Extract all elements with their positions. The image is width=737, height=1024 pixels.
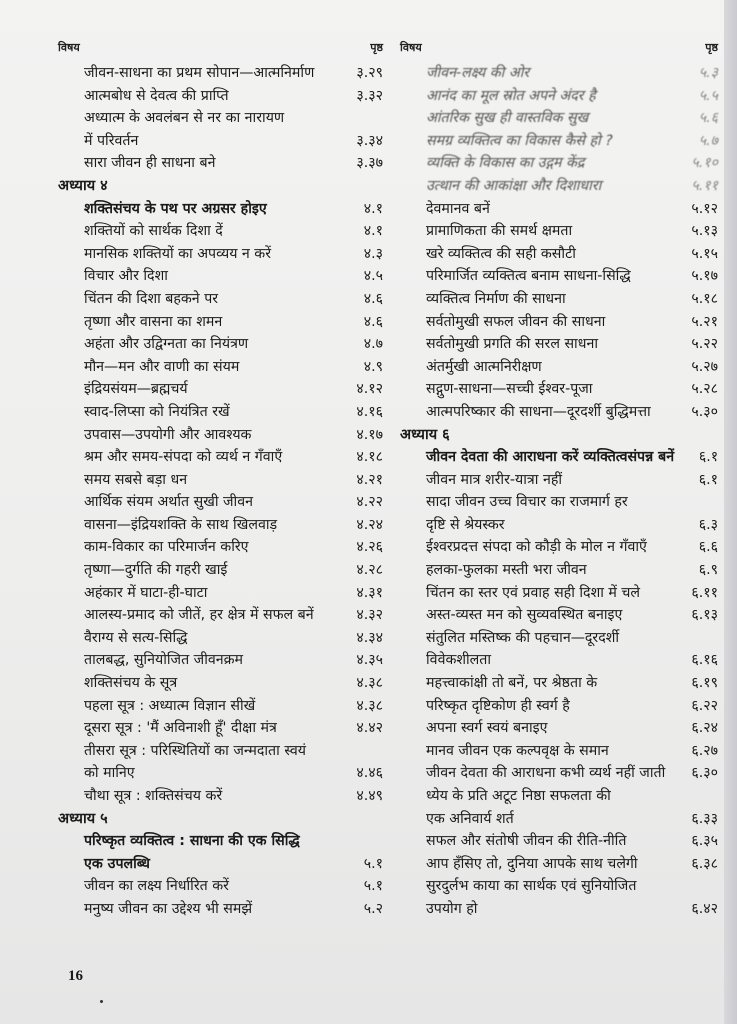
toc-entry-title: संतुलित मस्तिष्क की पहचान—दूरदर्शी bbox=[426, 629, 620, 646]
toc-entry-title: सर्वतोमुखी सफल जीवन की साधना bbox=[426, 313, 606, 330]
toc-entry-title: जीवन-लक्ष्य की ओर bbox=[426, 65, 530, 81]
toc-entry-title: उपवास—उपयोगी और आवश्यक bbox=[84, 426, 252, 443]
toc-entry-title: तृष्णा—दुर्गति की गहरी खाई bbox=[84, 562, 228, 579]
toc-entry-title: परिमार्जित व्यक्तित्व बनाम साधना-सिद्धि bbox=[426, 268, 631, 285]
toc-entry-title: ध्येय के प्रति अटूट निष्ठा सफलता की bbox=[426, 788, 611, 804]
toc-entry-page: ४.१ bbox=[363, 200, 383, 217]
toc-entry bbox=[58, 559, 383, 582]
toc-entry bbox=[400, 243, 718, 266]
chapter-heading-6: अध्याय ६ bbox=[400, 426, 450, 443]
toc-entry bbox=[400, 265, 718, 288]
toc-entry bbox=[58, 853, 383, 876]
toc-entry-page: ४.३८ bbox=[356, 697, 383, 714]
toc-entry bbox=[58, 220, 383, 243]
toc-entry bbox=[58, 514, 383, 537]
toc-entry-page: ४.३ bbox=[363, 245, 383, 262]
toc-entry-page: ४.२४ bbox=[356, 516, 383, 533]
toc-entry bbox=[400, 875, 718, 898]
toc-entry-page: ४.२६ bbox=[356, 539, 383, 556]
toc-entry-title: जीवन-साधना का प्रथम सोपान—आत्मनिर्माण bbox=[84, 65, 315, 81]
toc-entry bbox=[400, 175, 718, 198]
toc-entry bbox=[400, 152, 718, 175]
toc-entry-page: ५.२२ bbox=[691, 336, 718, 353]
toc-entry bbox=[400, 762, 718, 785]
toc-entry bbox=[400, 469, 718, 492]
toc-entry-title: मानसिक शक्तियों का अपव्यय न करें bbox=[84, 245, 272, 262]
toc-left-column bbox=[58, 40, 383, 921]
toc-entry-page: ५.२७ bbox=[691, 358, 718, 375]
toc-entry-page: ३.३४ bbox=[356, 132, 383, 149]
toc-entry-title: अपना स्वर्ग स्वयं बनाइए bbox=[426, 720, 548, 737]
page-header: पृष्ठ bbox=[705, 41, 718, 54]
toc-entry-page: ५.५ bbox=[698, 87, 718, 104]
toc-entry-title: विवेकशीलता bbox=[426, 652, 492, 669]
page-number: 16 bbox=[68, 968, 83, 984]
toc-entry-page: ६.३ bbox=[698, 516, 718, 533]
toc-entry-page: ५.१८ bbox=[691, 290, 718, 307]
toc-entry-page: ४.१८ bbox=[356, 449, 383, 466]
toc-entry-title: विचार और दिशा bbox=[84, 268, 168, 285]
toc-entry bbox=[400, 220, 718, 243]
toc-entry-page: ६.२४ bbox=[691, 720, 718, 737]
toc-entry-page: ६.९ bbox=[698, 562, 718, 579]
toc-entry-title: एक उपलब्धि bbox=[84, 855, 150, 872]
toc-entry bbox=[58, 469, 383, 492]
toc-entry-page: ५.१३ bbox=[691, 223, 718, 240]
toc-entry-page: ४.६ bbox=[363, 313, 383, 330]
toc-entry-title: शक्तियों को सार्थक दिशा दें bbox=[84, 223, 223, 240]
toc-entry-title: उत्थान की आकांक्षा और दिशाधारा bbox=[426, 177, 602, 194]
toc-entry bbox=[58, 198, 383, 221]
toc-entry-page: ६.३३ bbox=[691, 810, 718, 827]
toc-entry bbox=[58, 378, 383, 401]
toc-entry-page: ३.३७ bbox=[356, 155, 383, 172]
toc-entry-page: ५.११ bbox=[691, 177, 718, 194]
toc-entry-page: ६.११ bbox=[691, 584, 718, 601]
toc-entry-title: प्रामाणिकता की समर्थ क्षमता bbox=[426, 223, 573, 240]
toc-entry-page: ४.५ bbox=[363, 268, 383, 285]
toc-entry bbox=[400, 62, 718, 85]
toc-entry bbox=[58, 604, 383, 627]
toc-entry bbox=[400, 808, 718, 831]
toc-entry bbox=[400, 785, 718, 808]
toc-entry-page: ४.४९ bbox=[356, 788, 383, 804]
toc-entry-title: तीसरा सूत्र : परिस्थितियों का जन्मदाता स्वयं bbox=[84, 742, 306, 759]
toc-entry-page: ५.३ bbox=[698, 65, 718, 81]
toc-entry-title: व्यक्तित्व निर्माण की साधना bbox=[426, 290, 566, 307]
toc-entry bbox=[400, 311, 718, 334]
toc-entry-title: शक्तिसंचय के पथ पर अग्रसर होइए bbox=[84, 200, 267, 217]
toc-entry bbox=[58, 649, 383, 672]
toc-entry-title: चौथा सूत्र : शक्तिसंचय करें bbox=[84, 788, 223, 804]
toc-entry bbox=[400, 604, 718, 627]
toc-entry bbox=[400, 559, 718, 582]
toc-entry bbox=[58, 107, 383, 130]
toc-entry-title: सद्गुण-साधना—सच्ची ईश्वर-पूजा bbox=[426, 381, 593, 398]
toc-list-chapter-6 bbox=[400, 446, 718, 920]
toc-entry-page: ५.७ bbox=[698, 132, 718, 149]
toc-entry-page: ४.१६ bbox=[356, 403, 383, 420]
toc-entry bbox=[58, 243, 383, 266]
toc-entry-title: सर्वतोमुखी प्रगति की सरल साधना bbox=[426, 336, 598, 353]
toc-entry bbox=[400, 198, 718, 221]
toc-entry-page: ५.६ bbox=[698, 110, 718, 127]
toc-entry bbox=[58, 830, 383, 853]
toc-entry bbox=[400, 695, 718, 718]
toc-entry-title: परिष्कृत दृष्टिकोण ही स्वर्ग है bbox=[426, 697, 570, 714]
page-header: पृष्ठ bbox=[370, 41, 383, 54]
toc-entry bbox=[58, 130, 383, 153]
toc-entry-page: ३.२९ bbox=[356, 65, 383, 81]
toc-entry-title: हलका-फुलका मस्ती भरा जीवन bbox=[426, 562, 587, 579]
chapter-heading-5: अध्याय ५ bbox=[58, 810, 108, 827]
toc-entry-title: मौन—मन और वाणी का संयम bbox=[84, 358, 240, 375]
toc-entry-page: ६.१ bbox=[698, 471, 718, 488]
toc-entry bbox=[400, 107, 718, 130]
toc-entry bbox=[400, 898, 718, 921]
toc-entry-page: ५.१२ bbox=[691, 200, 718, 217]
toc-entry-title: आंतरिक सुख ही वास्तविक सुख bbox=[426, 110, 589, 127]
toc-entry bbox=[58, 672, 383, 695]
toc-entry bbox=[58, 288, 383, 311]
column-header bbox=[400, 40, 718, 62]
toc-entry-page: ५.१० bbox=[691, 155, 718, 172]
toc-entry-page: ६.१९ bbox=[691, 675, 718, 692]
toc-entry bbox=[400, 830, 718, 853]
toc-entry-title: में परिवर्तन bbox=[84, 132, 139, 149]
toc-entry-title: काम-विकार का परिमार्जन करिए bbox=[84, 539, 249, 556]
toc-entry-title: सुरदुर्लभ काया का सार्थक एवं सुनियोजित bbox=[426, 878, 637, 895]
toc-entry-title: जीवन मात्र शरीर-यात्रा नहीं bbox=[426, 471, 563, 488]
toc-entry-title: जीवन देवता की आराधना करें व्यक्तित्वसंपन्न बनें bbox=[426, 449, 675, 466]
toc-entry-title: आनंद का मूल स्रोत अपने अंदर है bbox=[426, 87, 596, 104]
toc-entry bbox=[400, 85, 718, 108]
toc-list-chapter-5 bbox=[58, 830, 383, 920]
toc-list-prev-chapter bbox=[58, 62, 383, 175]
toc-entry bbox=[400, 446, 718, 469]
toc-entry bbox=[58, 740, 383, 763]
toc-entry-title: मनुष्य जीवन का उद्देश्य भी समझें bbox=[84, 900, 253, 917]
toc-entry bbox=[400, 536, 718, 559]
toc-entry bbox=[58, 311, 383, 334]
toc-entry-title: शक्तिसंचय के सूत्र bbox=[84, 675, 178, 692]
toc-entry-page: ४.४६ bbox=[356, 765, 383, 782]
toc-entry bbox=[58, 875, 383, 898]
toc-entry-page: ६.३० bbox=[691, 765, 718, 782]
toc-entry-page: ६.१ bbox=[698, 449, 719, 466]
toc-entry bbox=[400, 130, 718, 153]
toc-list-chapter-4 bbox=[58, 198, 383, 808]
toc-entry-title: आत्मपरिष्कार की साधना—दूरदर्शी बुद्धिमत्ता bbox=[426, 403, 651, 420]
toc-entry bbox=[400, 740, 718, 763]
toc-entry bbox=[400, 491, 718, 514]
toc-entry bbox=[58, 491, 383, 514]
toc-entry-title: श्रम और समय-संपदा को व्यर्थ न गँवाएँ bbox=[84, 449, 283, 466]
toc-entry-page: ४.७ bbox=[363, 336, 383, 353]
toc-entry bbox=[400, 582, 718, 605]
toc-entry-title: जीवन का लक्ष्य निर्धारित करें bbox=[84, 878, 229, 895]
toc-entry bbox=[58, 536, 383, 559]
toc-entry-page: ५.१ bbox=[363, 878, 383, 895]
toc-entry-page: ४.३२ bbox=[356, 607, 383, 624]
toc-entry-title: परिष्कृत व्यक्तित्व : साधना की एक सिद्धि bbox=[84, 833, 300, 850]
toc-entry-title: सफल और संतोषी जीवन की रीति-नीति bbox=[426, 833, 627, 850]
toc-entry-page: ४.२८ bbox=[356, 562, 383, 579]
toc-entry-page: ४.२२ bbox=[356, 494, 383, 511]
toc-entry bbox=[58, 627, 383, 650]
toc-entry-title: महत्त्वाकांक्षी तो बनें, पर श्रेष्ठता के bbox=[426, 675, 598, 692]
toc-entry-title: तालबद्ध, सुनियोजित जीवनक्रम bbox=[84, 652, 244, 669]
toc-entry bbox=[400, 627, 718, 650]
toc-entry-title: अस्त-व्यस्त मन को सुव्यवस्थित बनाइए bbox=[426, 607, 623, 624]
toc-entry-title: देवमानव बनें bbox=[426, 200, 490, 217]
toc-entry bbox=[58, 446, 383, 469]
toc-entry bbox=[58, 582, 383, 605]
toc-entry bbox=[58, 695, 383, 718]
toc-entry bbox=[58, 62, 383, 85]
toc-entry bbox=[400, 514, 718, 537]
toc-entry-title: वासना—इंद्रियशक्ति के साथ खिलवाड़ bbox=[84, 516, 278, 533]
toc-entry-page: ६.३५ bbox=[691, 833, 718, 850]
toc-entry-page: ४.१७ bbox=[356, 426, 383, 443]
page-edge bbox=[724, 0, 737, 1024]
toc-entry-title: मानव जीवन एक कल्पवृक्ष के समान bbox=[426, 742, 609, 759]
toc-entry-title: अहंकार में घाटा-ही-घाटा bbox=[84, 584, 208, 601]
toc-entry-title: आलस्य-प्रमाद को जीतें, हर क्षेत्र में सफल बनें bbox=[84, 607, 314, 624]
toc-entry-title: पहला सूत्र : अध्यात्म विज्ञान सीखें bbox=[84, 697, 256, 714]
toc-entry-page: ५.१५ bbox=[691, 245, 718, 262]
toc-entry-page: ४.१२ bbox=[356, 381, 383, 398]
toc-entry bbox=[58, 785, 383, 808]
toc-entry-title: आप हँसिए तो, दुनिया आपके साथ चलेगी bbox=[426, 855, 638, 872]
toc-entry-title: अंतर्मुखी आत्मनिरीक्षण bbox=[426, 358, 542, 375]
print-speck bbox=[100, 1000, 103, 1003]
toc-entry bbox=[400, 378, 718, 401]
toc-entry bbox=[58, 762, 383, 785]
toc-entry bbox=[400, 649, 718, 672]
toc-entry-title: अध्यात्म के अवलंबन से नर का नारायण bbox=[84, 110, 285, 127]
toc-entry-title: चिंतन का स्तर एवं प्रवाह सही दिशा में चले bbox=[426, 584, 641, 601]
toc-list-chapter-5-cont bbox=[400, 62, 718, 424]
toc-entry-title: सादा जीवन उच्च विचार का राजमार्ग हर bbox=[426, 494, 628, 511]
toc-entry-page: ५.१७ bbox=[691, 268, 718, 285]
toc-entry-title: ईश्वरप्रदत्त संपदा को कौड़ी के मोल न गँवाएँ bbox=[426, 539, 647, 556]
subject-header: विषय bbox=[400, 41, 422, 54]
toc-entry bbox=[400, 853, 718, 876]
toc-entry bbox=[58, 265, 383, 288]
toc-entry-title: एक अनिवार्य शर्त bbox=[426, 810, 514, 827]
toc-entry-title: वैराग्य से सत्य-सिद्धि bbox=[84, 629, 188, 646]
toc-entry bbox=[400, 288, 718, 311]
toc-entry-page: ४.३१ bbox=[356, 584, 383, 601]
toc-entry-page: ४.१ bbox=[363, 223, 383, 240]
toc-entry bbox=[400, 401, 718, 424]
toc-entry-title: चिंतन की दिशा बहकने पर bbox=[84, 290, 219, 307]
toc-entry bbox=[400, 356, 718, 379]
toc-entry-page: ६.२७ bbox=[691, 742, 718, 759]
toc-entry bbox=[58, 333, 383, 356]
toc-entry bbox=[58, 898, 383, 921]
toc-entry-page: ४.२१ bbox=[356, 471, 383, 488]
toc-entry-title: जीवन देवता की आराधना कभी व्यर्थ नहीं जाती bbox=[426, 765, 666, 782]
toc-entry-title: व्यक्ति के विकास का उद्गम केंद्र bbox=[426, 155, 585, 172]
toc-entry-page: ६.२२ bbox=[691, 697, 718, 714]
toc-entry-title: समग्र व्यक्तित्व का विकास कैसे हो ? bbox=[426, 132, 613, 149]
toc-entry-page: ६.१६ bbox=[691, 652, 718, 669]
toc-entry-title: सारा जीवन ही साधना बने bbox=[84, 155, 216, 172]
toc-entry bbox=[400, 717, 718, 740]
toc-entry-page: ४.६ bbox=[363, 290, 383, 307]
toc-entry-title: अहंता और उद्विग्नता का नियंत्रण bbox=[84, 336, 249, 353]
toc-entry-page: ५.२८ bbox=[691, 381, 718, 398]
toc-entry-page: ५.२ bbox=[363, 900, 383, 917]
toc-entry-page: ६.४२ bbox=[691, 900, 718, 917]
subject-header: विषय bbox=[58, 41, 80, 54]
toc-entry-page: ४.३५ bbox=[356, 652, 383, 669]
toc-entry-title: दूसरा सूत्र : 'मैं अविनाशी हूँ' दीक्षा मंत्र bbox=[84, 720, 277, 737]
toc-entry bbox=[400, 672, 718, 695]
toc-entry-title: को मानिए bbox=[84, 765, 135, 782]
toc-entry-title: दृष्टि से श्रेयस्कर bbox=[426, 516, 505, 533]
toc-entry-page: ४.४२ bbox=[356, 720, 383, 737]
toc-entry-page: ६.३८ bbox=[691, 855, 718, 872]
toc-entry-title: स्वाद-लिप्सा को नियंत्रित रखें bbox=[84, 403, 230, 420]
toc-entry-page: ६.१३ bbox=[691, 607, 718, 624]
toc-entry bbox=[58, 356, 383, 379]
toc-entry-title: आर्थिक संयम अर्थात सुखी जीवन bbox=[84, 494, 253, 511]
chapter-heading-4: अध्याय ४ bbox=[58, 177, 108, 194]
toc-entry-page: ६.६ bbox=[698, 539, 718, 556]
toc-entry-title: समय सबसे बड़ा धन bbox=[84, 471, 188, 488]
column-header bbox=[58, 40, 383, 62]
toc-entry-title: इंद्रियसंयम—ब्रह्मचर्य bbox=[84, 381, 188, 398]
toc-entry-title: उपयोग हो bbox=[426, 900, 478, 917]
toc-entry-page: ५.२१ bbox=[691, 313, 718, 330]
toc-entry-title: तृष्णा और वासना का शमन bbox=[84, 313, 223, 330]
toc-entry bbox=[58, 85, 383, 108]
toc-entry bbox=[58, 401, 383, 424]
toc-entry-page: ३.३२ bbox=[356, 87, 383, 104]
toc-entry bbox=[58, 717, 383, 740]
toc-entry bbox=[58, 152, 383, 175]
toc-right-column bbox=[400, 40, 718, 921]
toc-entry bbox=[400, 333, 718, 356]
toc-entry-page: ४.३४ bbox=[356, 629, 383, 646]
toc-entry-title: खरे व्यक्तित्व की सही कसौटी bbox=[426, 245, 576, 262]
toc-entry-page: ४.९ bbox=[363, 358, 383, 375]
toc-entry-page: ५.१ bbox=[363, 855, 383, 872]
toc-entry-page: ४.३८ bbox=[356, 675, 383, 692]
toc-entry-title: आत्मबोध से देवत्व की प्राप्ति bbox=[84, 87, 229, 104]
toc-entry-page: ५.३० bbox=[691, 403, 718, 420]
toc-entry bbox=[58, 424, 383, 447]
